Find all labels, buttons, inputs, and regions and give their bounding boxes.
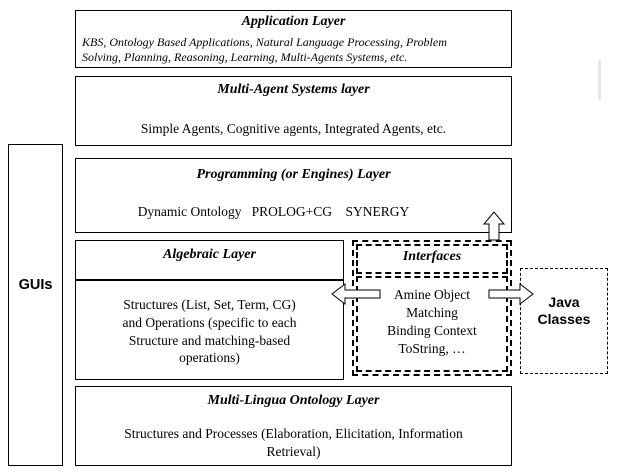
programming-layer-body: Dynamic Ontology PROLOG+CG SYNERGY	[137, 204, 410, 219]
interfaces-line1: Amine Object	[393, 287, 471, 302]
multi-agent-layer-body: Simple Agents, Cognitive agents, Integrated Agents, etc.	[140, 121, 447, 136]
interfaces-title: Interfaces	[402, 249, 462, 264]
ontology-layer-line1: Structures and Processes (Elaboration, Elicitation, Information	[124, 426, 463, 441]
interfaces-line3: Binding Context	[387, 323, 477, 338]
java-classes-line1: Java	[548, 294, 580, 310]
application-layer-title: Application Layer	[241, 14, 346, 29]
up-arrow	[484, 212, 504, 240]
gui-label: GUIs	[18, 277, 53, 293]
ontology-layer-line2: Retrieval)	[266, 444, 321, 459]
interfaces-line4: ToString, …	[398, 341, 466, 356]
application-layer-line2: Solving, Planning, Reasoning, Learning, Multi-Agents Systems, etc.	[82, 50, 408, 64]
ontology-layer-title: Multi-Lingua Ontology Layer	[207, 393, 380, 408]
right-arrow	[489, 284, 533, 304]
algebraic-layer-line1: Structures (List, Set, Term, CG)	[123, 297, 296, 312]
multi-agent-layer-title: Multi-Agent Systems layer	[217, 82, 370, 97]
algebraic-layer-title: Algebraic Layer	[163, 247, 256, 262]
algebraic-layer-line4: operations)	[179, 350, 240, 365]
algebraic-layer-line2: and Operations (specific to each	[122, 315, 297, 330]
programming-layer-title: Programming (or Engines) Layer	[196, 167, 391, 182]
application-layer-line1: KBS, Ontology Based Applications, Natural Language Processing, Problem	[82, 35, 447, 49]
left-arrow	[332, 284, 380, 304]
algebraic-layer-line3: Structure and matching-based	[128, 333, 291, 348]
java-classes-line2: Classes	[537, 311, 591, 327]
interfaces-line2: Matching	[406, 305, 458, 320]
